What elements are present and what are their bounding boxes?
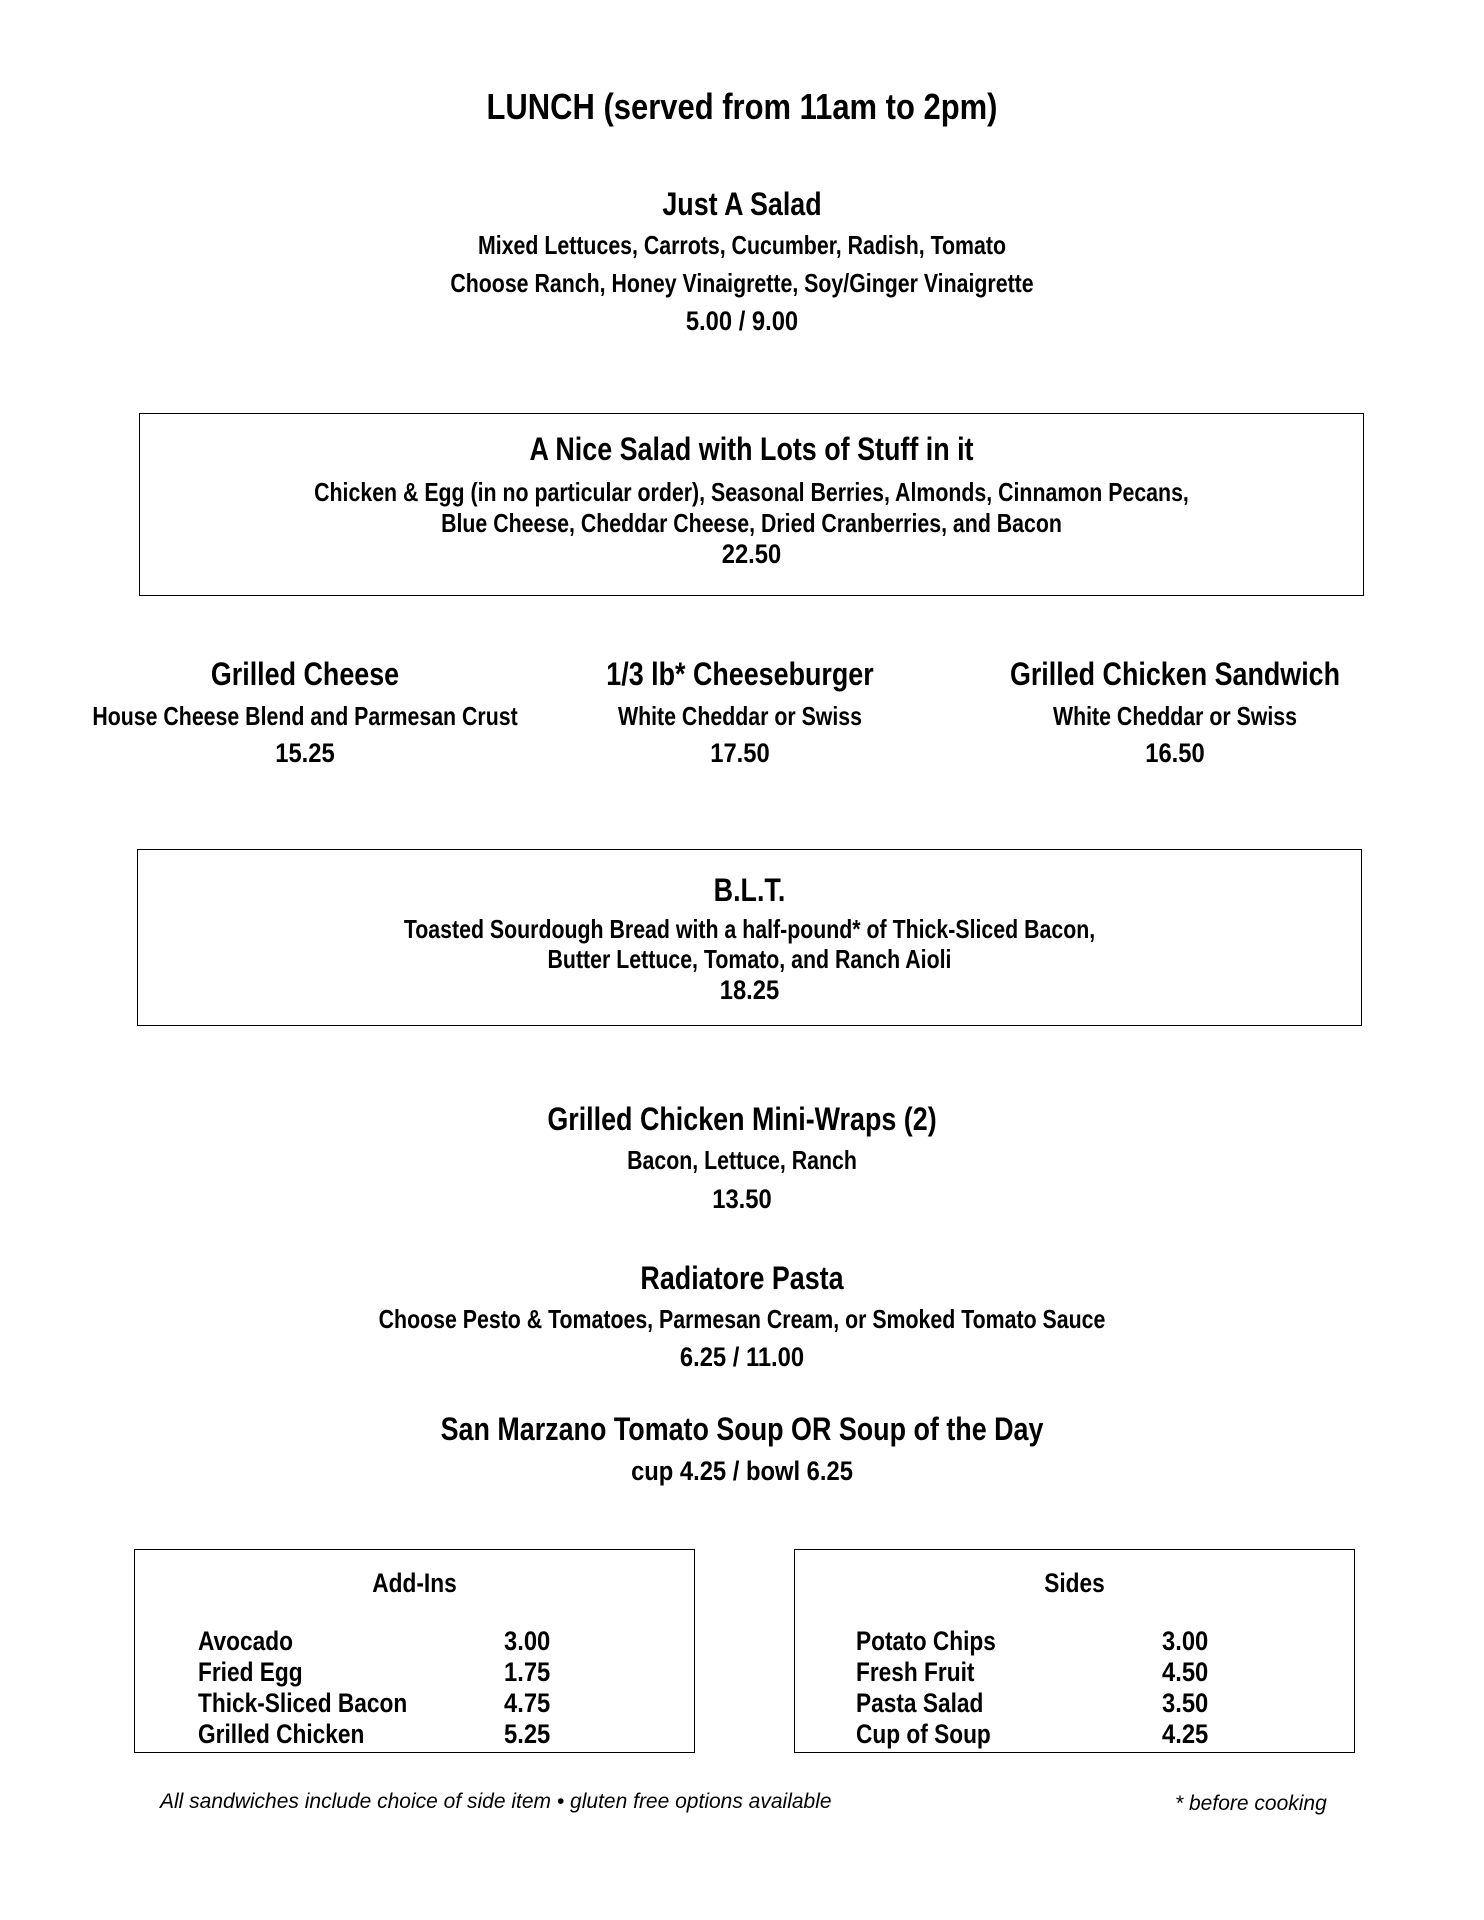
blt-name: B.L.T. — [713, 872, 786, 908]
just-salad-price: 5.00 / 9.00 — [685, 306, 799, 336]
nice-salad-price: 22.50 — [721, 539, 782, 569]
grilled-cheese-price: 15.25 — [275, 738, 335, 768]
add-in-name: Thick-Sliced Bacon — [198, 1688, 408, 1718]
add-ins-list — [198, 1626, 557, 1750]
grilled-cheese-desc: House Cheese Blend and Parmesan Crust — [92, 701, 518, 731]
cheeseburger-price: 17.50 — [710, 738, 770, 768]
chicken-sandwich-desc: White Cheddar or Swiss — [1052, 701, 1298, 731]
sides-heading: Sides — [1044, 1568, 1105, 1598]
soup-price: cup 4.25 / bowl 6.25 — [631, 1456, 853, 1486]
list-item — [856, 1626, 1215, 1657]
side-name: Potato Chips — [856, 1626, 996, 1656]
blt-desc-1: Toasted Sourdough Bread with a half-pound* of Thick-Sliced Bacon, — [403, 914, 1096, 944]
list-item — [198, 1657, 557, 1688]
list-item — [856, 1719, 1215, 1750]
blt-price: 18.25 — [719, 975, 780, 1005]
mini-wraps-name: Grilled Chicken Mini-Wraps (2) — [547, 1101, 937, 1137]
nice-salad-desc-1: Chicken & Egg (in no particular order), Seasonal Berries, Almonds, Cinnamon Pecans, — [314, 477, 1189, 507]
pasta-desc: Choose Pesto & Tomatoes, Parmesan Cream, or Smoked Tomato Sauce — [378, 1304, 1106, 1334]
pasta-price: 6.25 / 11.00 — [679, 1342, 805, 1372]
mini-wraps-price: 13.50 — [712, 1184, 772, 1214]
list-item — [198, 1626, 557, 1657]
add-ins-box — [134, 1549, 695, 1753]
sides-list — [856, 1626, 1215, 1750]
just-salad-desc-2: Choose Ranch, Honey Vinaigrette, Soy/Ginger Vinaigrette — [450, 268, 1034, 298]
pasta-name: Radiatore Pasta — [640, 1260, 844, 1296]
just-salad-desc-1: Mixed Lettuces, Carrots, Cucumber, Radish, Tomato — [478, 230, 1006, 260]
side-price: 3.00 — [1162, 1626, 1209, 1656]
side-price: 4.50 — [1162, 1657, 1209, 1687]
add-in-price: 1.75 — [504, 1657, 551, 1687]
footer-note: All sandwiches include choice of side item • gluten free options available — [160, 1790, 832, 1813]
add-in-price: 4.75 — [504, 1688, 551, 1718]
side-price: 4.25 — [1162, 1719, 1209, 1749]
just-salad-name: Just A Salad — [662, 186, 822, 222]
list-item — [198, 1719, 557, 1750]
nice-salad-box — [139, 413, 1364, 596]
list-item — [198, 1688, 557, 1719]
list-item — [856, 1657, 1215, 1688]
nice-salad-desc-2: Blue Cheese, Cheddar Cheese, Dried Cranberries, and Bacon — [441, 508, 1062, 538]
grilled-cheese-name: Grilled Cheese — [210, 656, 400, 692]
add-in-name: Avocado — [198, 1626, 293, 1656]
cheeseburger-name: 1/3 lb* Cheeseburger — [606, 656, 874, 692]
add-in-price: 3.00 — [504, 1626, 551, 1656]
side-price: 3.50 — [1162, 1688, 1209, 1718]
add-in-name: Grilled Chicken — [198, 1719, 365, 1749]
mini-wraps-desc: Bacon, Lettuce, Ranch — [627, 1145, 857, 1175]
add-in-name: Fried Egg — [198, 1657, 303, 1687]
cheeseburger-desc: White Cheddar or Swiss — [617, 701, 863, 731]
list-item — [856, 1688, 1215, 1719]
page-title: LUNCH (served from 11am to 2pm) — [486, 86, 998, 127]
blt-box — [137, 849, 1362, 1026]
add-in-price: 5.25 — [504, 1719, 551, 1749]
chicken-sandwich-name: Grilled Chicken Sandwich — [1009, 656, 1341, 692]
footer-asterisk-note: * before cooking — [1175, 1792, 1327, 1815]
blt-desc-2: Butter Lettuce, Tomato, and Ranch Aioli — [547, 944, 952, 974]
side-name: Fresh Fruit — [856, 1657, 975, 1687]
sides-box — [794, 1549, 1355, 1753]
nice-salad-name: A Nice Salad with Lots of Stuff in it — [529, 431, 974, 467]
chicken-sandwich-price: 16.50 — [1145, 738, 1205, 768]
add-ins-heading: Add-Ins — [372, 1568, 457, 1598]
soup-name: San Marzano Tomato Soup OR Soup of the Day — [440, 1411, 1044, 1447]
side-name: Cup of Soup — [856, 1719, 991, 1749]
side-name: Pasta Salad — [856, 1688, 984, 1718]
